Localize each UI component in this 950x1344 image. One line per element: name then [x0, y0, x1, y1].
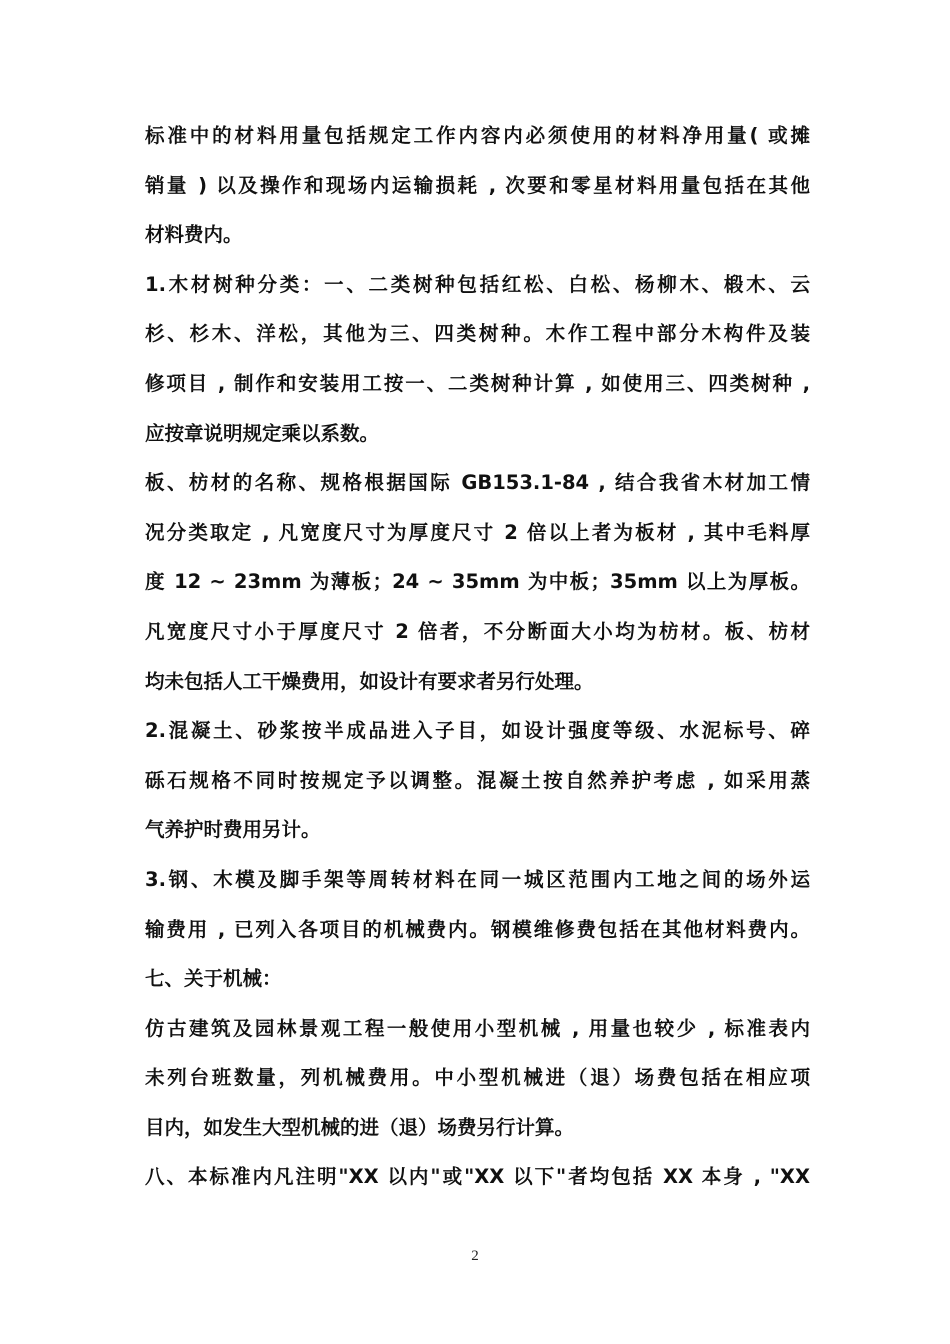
text-line: 况分类取定 , 凡宽度尺寸为厚度尺寸 2 倍以上者为板材 , 其中毛料厚: [145, 520, 810, 544]
text-line: 3.钢、木模及脚手架等周转材料在同一城区范围内工地之间的场外运: [145, 867, 810, 891]
page-number: 2: [471, 1248, 479, 1264]
text-line: 1.木材树种分类：一、二类树种包括红松、白松、杨柳木、椴木、云: [145, 272, 810, 296]
text-line: 板、枋材的名称、规格根据国际 GB153.1-84 , 结合我省木材加工情: [145, 471, 810, 495]
text-line: 杉、杉木、洋松，其他为三、四类树种。木作工程中部分木构件及装: [145, 322, 810, 346]
text-line: 度 12 ~ 23mm 为薄板；24 ~ 35mm 为中板；35mm 以上为厚板。: [145, 570, 810, 594]
text-line: 气养护时费用另计。: [145, 818, 321, 842]
text-line: 销量 ) 以及操作和现场内运输损耗 , 次要和零星材料用量包括在其他: [145, 173, 810, 197]
text-line: 输费用 , 已列入各项目的机械费内。钢模维修费包括在其他材料费内。: [145, 917, 810, 941]
text-line: 材料费内。: [145, 223, 243, 247]
section-heading: 七、关于机械：: [145, 967, 282, 991]
text-line: 2.混凝土、砂浆按半成品进入子目，如设计强度等级、水泥标号、碎: [145, 719, 810, 743]
text-line: 仿古建筑及园林景观工程一般使用小型机械 , 用量也较少 , 标准表内: [145, 1016, 810, 1040]
body-text: [145, 111, 810, 1202]
text-line: 砾石规格不同时按规定予以调整。混凝土按自然养护考虑 , 如采用蒸: [145, 768, 810, 792]
text-line: 均未包括人工干燥费用，如设计有要求者另行处理。: [145, 669, 594, 693]
text-line: 目内，如发生大型机械的进（退）场费另行计算。: [145, 1115, 575, 1139]
text-line: 修项目 , 制作和安装用工按一、二类树种计算 , 如使用三、四类树种 ,: [145, 371, 810, 395]
text-line: 标准中的材料用量包括规定工作内容内必须使用的材料净用量( 或摊: [145, 124, 810, 147]
text-line: 应按章说明规定乘以系数。: [145, 421, 380, 445]
text-line: 未列台班数量，列机械费用。中小型机械进（退）场费包括在相应项: [145, 1066, 810, 1090]
text-line: 八、本标准内凡注明"XX 以内"或"XX 以下"者均包括 XX 本身 , "XX: [145, 1165, 810, 1189]
text-line: 凡宽度尺寸小于厚度尺寸 2 倍者，不分断面大小均为枋材。板、枋材: [145, 619, 810, 643]
